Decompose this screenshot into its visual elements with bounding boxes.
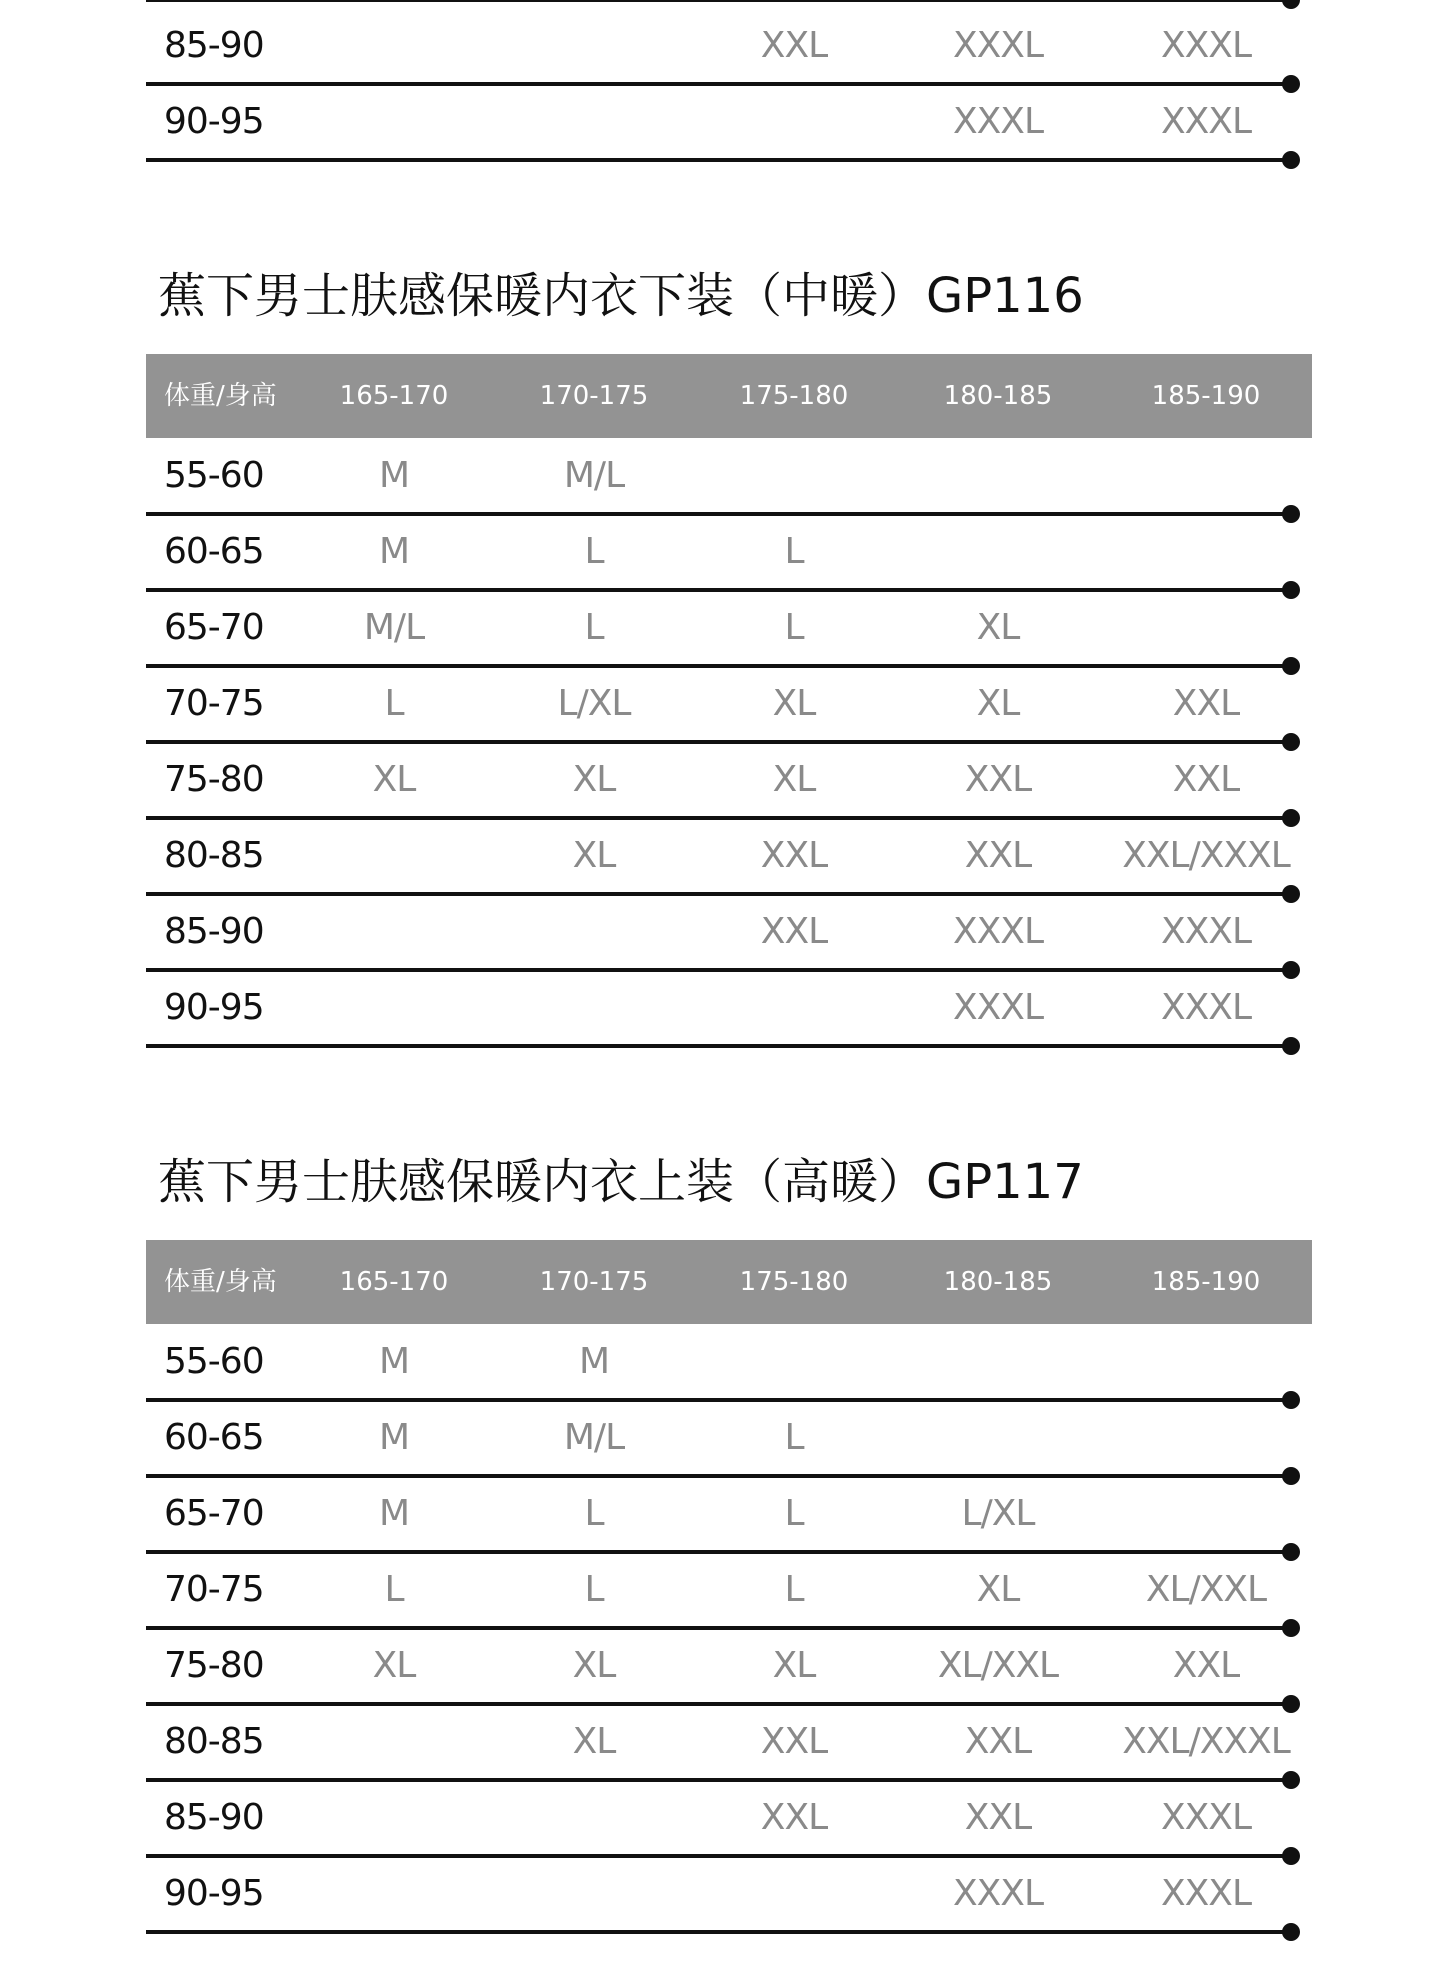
- size-cell: XXXL: [1160, 987, 1252, 1028]
- weight-cell: 75-80: [164, 759, 264, 800]
- size-cell: L: [384, 683, 404, 724]
- size-cell: [494, 1856, 694, 1932]
- size-cell: XXL: [1172, 759, 1240, 800]
- weight-cell: 80-85: [164, 1721, 264, 1762]
- row-end-dot: [1282, 657, 1300, 675]
- size-cell: L: [784, 607, 804, 648]
- row-end-dot: [1282, 809, 1300, 827]
- weight-cell: 90-95: [164, 987, 264, 1028]
- size-cell: [1106, 438, 1306, 514]
- weight-cell: 70-75: [164, 1569, 264, 1610]
- table-row: [146, 742, 1291, 818]
- table-row: [146, 1400, 1291, 1476]
- header-cell: 185-190: [1151, 1267, 1261, 1297]
- section-title: 蕉下男士肤感保暖内衣下装（中暖）GP116: [158, 268, 1084, 324]
- size-cell: [898, 514, 1098, 590]
- header-cell: 185-190: [1151, 381, 1261, 411]
- size-cell: M: [578, 1341, 610, 1382]
- table-row: [146, 970, 1291, 1046]
- weight-cell: 90-95: [164, 1873, 264, 1914]
- header-cell: 175-180: [739, 381, 849, 411]
- size-cell: [494, 970, 694, 1046]
- row-end-dot: [1282, 885, 1300, 903]
- size-cell: XL/XXL: [937, 1645, 1059, 1686]
- size-cell: L: [584, 1569, 604, 1610]
- size-cell: XL/XXL: [1145, 1569, 1267, 1610]
- size-cell: [294, 84, 494, 160]
- weight-cell: 60-65: [164, 531, 264, 572]
- table-row: [146, 1704, 1291, 1780]
- weight-cell: 70-75: [164, 683, 264, 724]
- table-row: [146, 1856, 1291, 1932]
- size-cell: L: [784, 1417, 804, 1458]
- row-end-dot: [1282, 961, 1300, 979]
- table-row: [146, 514, 1291, 590]
- row-end-dot: [1282, 1037, 1300, 1055]
- size-cell: [694, 84, 894, 160]
- size-cell: M: [378, 455, 410, 496]
- size-cell: XXL: [964, 1721, 1032, 1762]
- weight-cell: 55-60: [164, 455, 264, 496]
- size-cell: [294, 1780, 494, 1856]
- header-cell: 170-175: [539, 381, 649, 411]
- size-cell: L/XL: [961, 1493, 1035, 1534]
- size-cell: XXXL: [1160, 25, 1252, 66]
- row-end-dot: [1282, 1695, 1300, 1713]
- size-cell: M/L: [363, 607, 425, 648]
- row-end-dot: [1282, 1467, 1300, 1485]
- row-end-dot: [1282, 1543, 1300, 1561]
- section-title: 蕉下男士肤感保暖内衣上装（高暖）GP117: [158, 1154, 1084, 1210]
- table-row: [146, 818, 1291, 894]
- size-cell: XL: [372, 759, 416, 800]
- size-cell: M: [378, 1341, 410, 1382]
- size-cell: XXXL: [952, 911, 1044, 952]
- size-cell: [694, 1856, 894, 1932]
- size-cell: XL: [572, 759, 616, 800]
- table-row: [146, 1628, 1291, 1704]
- size-cell: XL: [772, 1645, 816, 1686]
- size-cell: [494, 894, 694, 970]
- weight-cell: 85-90: [164, 1797, 264, 1838]
- weight-cell: 65-70: [164, 1493, 264, 1534]
- size-cell: XXL: [760, 1797, 828, 1838]
- weight-cell: 90-95: [164, 101, 264, 142]
- size-cell: XXXL: [1160, 911, 1252, 952]
- size-cell: XXL: [964, 835, 1032, 876]
- row-end-dot: [1282, 581, 1300, 599]
- table-row: [146, 1780, 1291, 1856]
- size-cell: XXXL: [952, 25, 1044, 66]
- size-cell: XL: [572, 1721, 616, 1762]
- size-cell: L: [784, 1569, 804, 1610]
- size-cell: [494, 1780, 694, 1856]
- size-cell: XL: [976, 683, 1020, 724]
- size-cell: [898, 1400, 1098, 1476]
- row-end-dot: [1282, 733, 1300, 751]
- size-cell: L: [584, 531, 604, 572]
- size-cell: [898, 1324, 1098, 1400]
- size-cell: L: [584, 607, 604, 648]
- size-cell: [1106, 590, 1306, 666]
- size-cell: [694, 970, 894, 1046]
- weight-cell: 80-85: [164, 835, 264, 876]
- size-cell: XL: [976, 607, 1020, 648]
- size-cell: L: [384, 1569, 404, 1610]
- size-cell: L: [784, 531, 804, 572]
- size-cell: [494, 84, 694, 160]
- table-header: [146, 354, 1312, 438]
- size-cell: [294, 1856, 494, 1932]
- size-cell: M/L: [563, 1417, 625, 1458]
- size-cell: [1106, 1476, 1306, 1552]
- table-row: [146, 590, 1291, 666]
- size-cell: XXXL: [952, 1873, 1044, 1914]
- row-end-dot: [1282, 1619, 1300, 1637]
- row-end-dot: [1282, 151, 1300, 169]
- table-row: [146, 8, 1291, 84]
- row-end-dot: [1282, 1771, 1300, 1789]
- size-cell: XL: [372, 1645, 416, 1686]
- row-end-dot: [1282, 75, 1300, 93]
- row-end-dot: [1282, 1847, 1300, 1865]
- size-cell: XXXL: [1160, 101, 1252, 142]
- row-end-dot: [1282, 1923, 1300, 1941]
- size-cell: L: [784, 1493, 804, 1534]
- size-cell: XXL: [964, 759, 1032, 800]
- header-cell-weight-height: 体重/身高: [164, 381, 277, 411]
- size-cell: [294, 818, 494, 894]
- header-cell: 180-185: [943, 381, 1053, 411]
- header-cell: 165-170: [339, 1267, 449, 1297]
- size-cell: XXL: [760, 1721, 828, 1762]
- table-row: [146, 1324, 1291, 1400]
- size-cell: XXXL: [952, 101, 1044, 142]
- size-cell: XXXL: [1160, 1873, 1252, 1914]
- row-end-dot: [1282, 505, 1300, 523]
- weight-cell: 60-65: [164, 1417, 264, 1458]
- header-cell-weight-height: 体重/身高: [164, 1267, 277, 1297]
- size-cell: [694, 438, 894, 514]
- header-cell: 170-175: [539, 1267, 649, 1297]
- size-cell: [898, 438, 1098, 514]
- header-cell: 175-180: [739, 1267, 849, 1297]
- header-cell: 180-185: [943, 1267, 1053, 1297]
- table-row: [146, 84, 1291, 160]
- size-cell: XXL: [964, 1797, 1032, 1838]
- header-cell: 165-170: [339, 381, 449, 411]
- size-cell: XXL/XXXL: [1122, 835, 1290, 876]
- table-row: [146, 1476, 1291, 1552]
- table-row: [146, 438, 1291, 514]
- size-cell: XL: [772, 759, 816, 800]
- size-cell: XXL: [760, 25, 828, 66]
- size-cell: [1106, 1324, 1306, 1400]
- size-cell: [694, 1324, 894, 1400]
- size-cell: XXL: [760, 911, 828, 952]
- size-cell: XXL: [1172, 1645, 1240, 1686]
- size-cell: L: [584, 1493, 604, 1534]
- weight-cell: 85-90: [164, 911, 264, 952]
- size-cell: XXL: [760, 835, 828, 876]
- size-cell: L/XL: [557, 683, 631, 724]
- size-cell: M: [378, 531, 410, 572]
- size-cell: [294, 8, 494, 84]
- size-cell: [494, 8, 694, 84]
- size-cell: [294, 894, 494, 970]
- size-cell: XXXL: [952, 987, 1044, 1028]
- weight-cell: 85-90: [164, 25, 264, 66]
- table-row: [146, 1552, 1291, 1628]
- size-cell: XL: [772, 683, 816, 724]
- size-cell: [294, 970, 494, 1046]
- table-row: [146, 666, 1291, 742]
- size-cell: XXXL: [1160, 1797, 1252, 1838]
- size-cell: XL: [976, 1569, 1020, 1610]
- row-end-dot: [1282, 1391, 1300, 1409]
- size-cell: XXL/XXXL: [1122, 1721, 1290, 1762]
- size-cell: [1106, 514, 1306, 590]
- size-cell: M: [378, 1493, 410, 1534]
- size-cell: [294, 1704, 494, 1780]
- table-row: [146, 894, 1291, 970]
- size-cell: [1106, 1400, 1306, 1476]
- size-cell: XL: [572, 835, 616, 876]
- weight-cell: 65-70: [164, 607, 264, 648]
- size-cell: M: [378, 1417, 410, 1458]
- size-cell: XL: [572, 1645, 616, 1686]
- size-cell: M/L: [563, 455, 625, 496]
- size-cell: XXL: [1172, 683, 1240, 724]
- table-header: [146, 1240, 1312, 1324]
- weight-cell: 55-60: [164, 1341, 264, 1382]
- weight-cell: 75-80: [164, 1645, 264, 1686]
